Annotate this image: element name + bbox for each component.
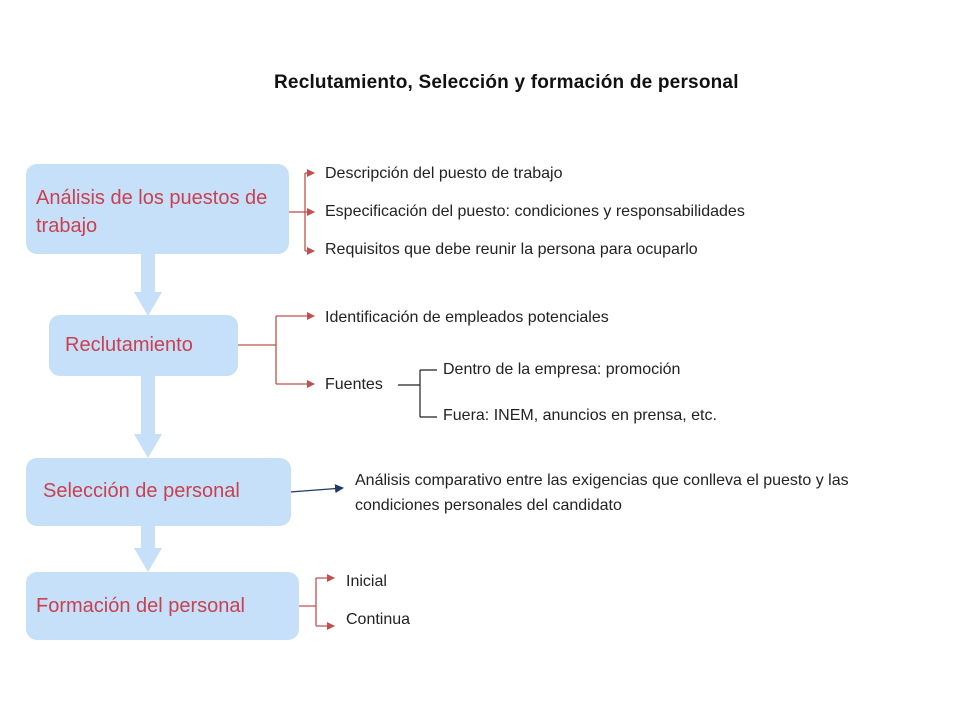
fuente-interna: Dentro de la empresa: promoción	[443, 361, 681, 378]
step-box-analisis	[26, 164, 289, 254]
seleccion-description: Análisis comparativo entre las exigencias que conlleva el puesto y las condiciones personales del candidato	[355, 472, 849, 514]
analisis-item-requisitos: Requisitos que debe reunir la persona para ocuparlo	[325, 241, 698, 258]
analisis-item-descripcion: Descripción del puesto de trabajo	[325, 165, 563, 182]
bracket-reclutamiento	[238, 316, 314, 384]
arrow-seleccion	[290, 488, 343, 492]
step-label-reclutamiento: Reclutamiento	[65, 334, 193, 356]
bracket-fuentes	[398, 370, 437, 417]
reclutamiento-item-fuentes: Fuentes	[325, 376, 383, 393]
reclutamiento-item-identificacion: Identificación de empleados potenciales	[325, 309, 609, 326]
step-label-formacion: Formación del personal	[36, 595, 245, 617]
fuente-externa: Fuera: INEM, anuncios en prensa, etc.	[443, 407, 717, 424]
flow-arrow-2	[134, 376, 162, 458]
step-box-formacion	[26, 572, 299, 640]
step-box-reclutamiento	[49, 315, 238, 376]
bracket-formacion	[298, 578, 334, 626]
flow-arrow-1	[134, 254, 162, 316]
diagram-title: Reclutamiento, Selección y formación de personal	[274, 72, 739, 93]
step-label-analisis: Análisis de los puestos de trabajo	[36, 187, 268, 237]
bracket-analisis	[289, 173, 314, 251]
step-box-seleccion	[26, 458, 291, 526]
formacion-item-continua: Continua	[346, 611, 411, 628]
formacion-item-inicial: Inicial	[346, 573, 387, 590]
step-label-seleccion: Selección de personal	[43, 480, 240, 502]
flow-arrow-3	[134, 526, 162, 572]
analisis-item-especificacion: Especificación del puesto: condiciones y responsabilidades	[325, 203, 745, 220]
